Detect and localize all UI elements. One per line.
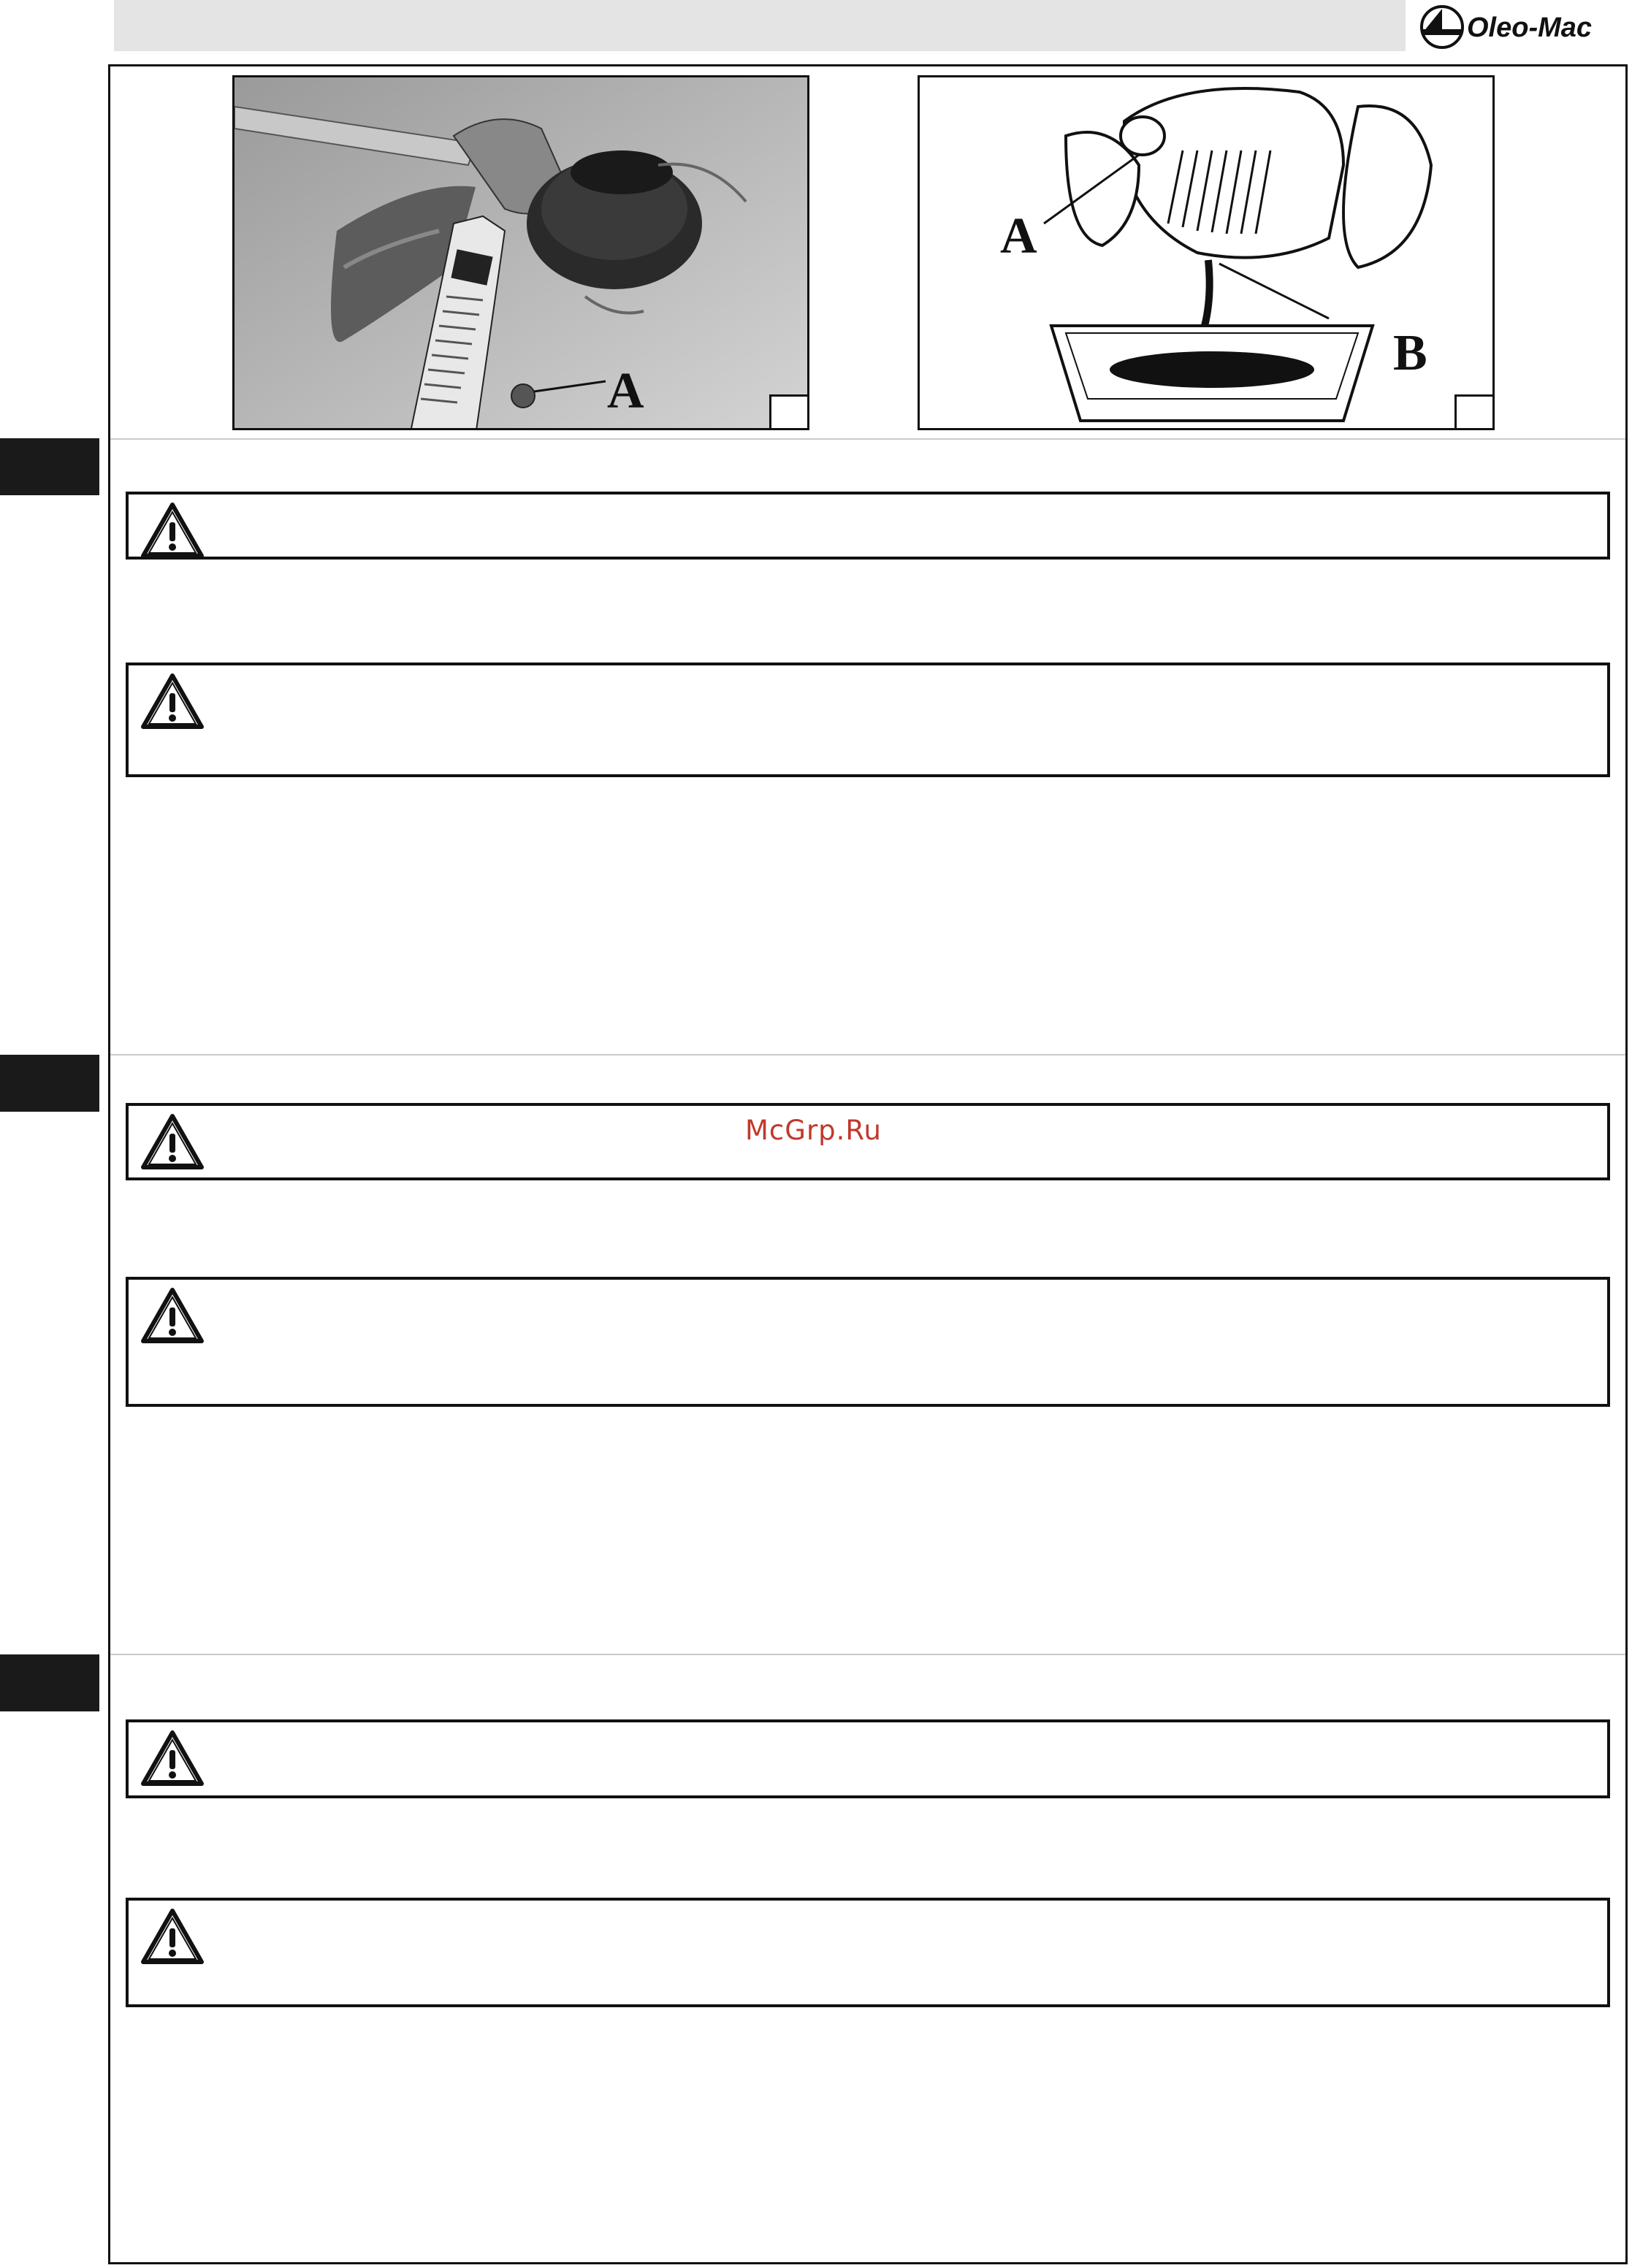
section-divider [110,1654,1625,1655]
section-tab [0,1055,99,1112]
section-tab [0,1654,99,1711]
figure-oil-drain [918,75,1495,430]
section-divider [110,438,1625,440]
warning-box [126,1719,1610,1798]
warning-box [126,1277,1610,1407]
figure-number-box [769,394,807,428]
callout-label: B [1393,325,1427,381]
warning-triangle-icon [139,1112,206,1172]
oleo-mac-logo-icon [1413,3,1632,51]
callout-label: A [1000,208,1037,264]
watermark-text: McGrp.Ru [745,1115,882,1146]
callout-label: A [607,363,644,419]
warning-triangle-icon [139,1286,206,1345]
warning-triangle-icon [139,1728,206,1788]
header-bar [114,0,1406,51]
warning-box [126,1898,1610,2007]
brand-logo [1413,3,1632,51]
warning-triangle-icon [139,671,206,731]
section-tab [0,438,99,495]
warning-box [126,663,1610,777]
warning-triangle-icon [139,1906,206,1966]
figure-number-box [1454,394,1492,428]
brand-text: Oleo-Mac [1467,12,1593,43]
warning-box [126,492,1610,560]
section-divider [110,1054,1625,1055]
trimmer-photo-illustration [234,77,809,430]
figure-trimmer-grease [232,75,809,430]
warning-triangle-icon [139,500,206,560]
